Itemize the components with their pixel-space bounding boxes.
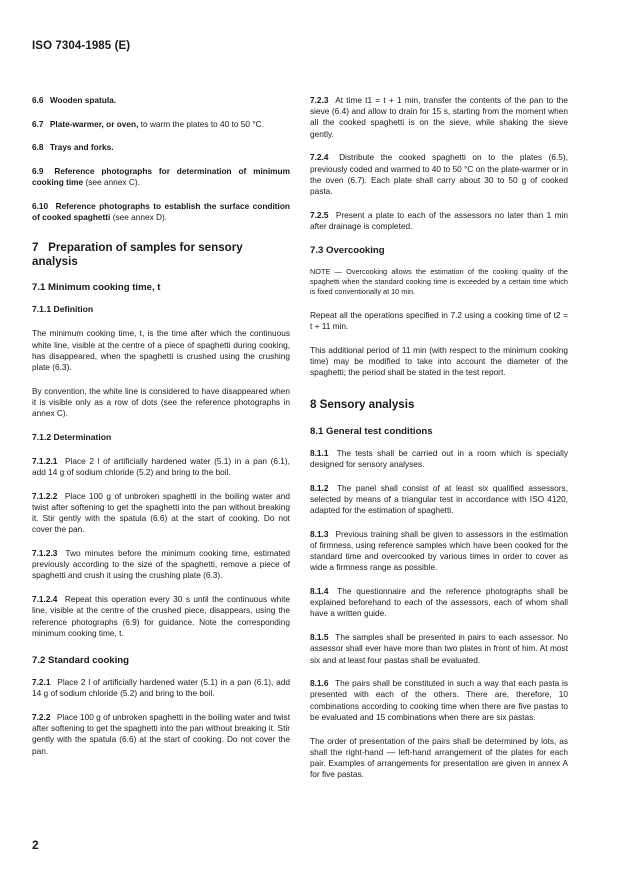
section-8-heading: 8 Sensory analysis [310, 398, 415, 412]
overcooking-paragraph-1: Repeat all the operations specified in 7.2 using a cooking time of t2 = t + 11 min. [310, 309, 568, 331]
clause-6-7: 6.7 Plate-warmer, or oven, to warm the plates to 40 to 50 °C. [32, 118, 264, 129]
clause-8-1-3: 8.1.3 Previous training shall be given to assessors in the estimation of firmness, using reference samples which have been cooked for the standard time and overcooked by various times in order to cover as wide a firmness range as possible. [310, 528, 568, 573]
convention-paragraph: By convention, the white line is considered to have disappeared when it is visible only as a row of dots (see the reference photographs in annex C). [32, 385, 290, 419]
clause-6-9: 6.9 Reference photographs for determination of minimum cooking time (see annex C). [32, 166, 290, 188]
clause-8-1-6: 8.1.6 The pairs shall be constituted in such a way that each pasta is presented with each of the others. There are, therefore, 10 combinations according to cooking time when there are five pastas to be evaluated and 15 combinations when there are six pastas. [310, 678, 569, 722]
section-7-1-1-heading: 7.1.1 Definition [32, 304, 94, 315]
clause-8-1-4: 8.1.4 The questionnaire and the reference photographs shall be explained beforehand to each of the assessors, each of whom shall have a written guide. [310, 585, 569, 619]
section-7-1-2-heading: 7.1.2 Determination [32, 431, 112, 442]
page-header: ISO 7304-1985 (E) [32, 40, 131, 52]
clause-7-2-4: 7.2.4 Distribute the cooked spaghetti on to the plates (6.5), previously coded and warmed to 40 to 50 °C on the plate-warmer or in the oven (6.7). Each plate shall carry about 30 to 50 g of cooked pasta. [310, 152, 568, 196]
right-column [310, 95, 568, 793]
section-7-2-heading: 7.2 Standard cooking [32, 654, 130, 666]
section-7-1-heading: 7.1 Minimum cooking time, t [32, 282, 161, 294]
clause-8-1-5: 8.1.5 The samples shall be presented in pairs to each assessor. No assessor shall ever have more than two plates in front of him. At most six and at least four pastas shall be evaluated. [310, 632, 569, 665]
clause-6-6: 6.6 Wooden spatula. [32, 95, 117, 105]
overcooking-paragraph-2: This additional period of 11 min (with respect to the minimum cooking time) may be modified to take into account the diameter of the spaghetti; the period shall be stated in the test report. [310, 344, 568, 377]
clause-8-1-2: 8.1.2 The panel shall consist of at least six qualified assessors, selected by means of a triangular test in accordance with ISO 4120, adapted for the estimation of spaghetti. [310, 482, 569, 515]
clause-6-8: 6.8 Trays and forks. [32, 142, 114, 153]
clause-7-2-3: 7.2.3 At time t1 = t + 1 min, transfer the contents of the pan to the sieve (6.4) and allow to drain for 15 s, starting from the moment when all the cooked spaghetti is on the sieve, while shaking the sieve gently. [310, 95, 568, 139]
clause-7-2-2: 7.2.2 Place 100 g of unbroken spaghetti in the boiling water and twist after softening to get the spaghetti into the pan without breaking it. Stir gently with the spatula (6.6) at the start of cooking. Do not cover the pan. [32, 711, 290, 756]
presentation-order-paragraph: The order of presentation of the pairs shall be determined by lots, as shall the right-hand — left-hand arrangement of the plates for each pair. Examples of arrangements for presentation are given in annex A for five pastas. [310, 735, 568, 780]
clause-8-1-1: 8.1.1 The tests shall be carried out in a room which is specially designed for sensory analyses. [310, 447, 569, 469]
left-column [32, 95, 290, 769]
clause-7-1-2-1: 7.1.2.1 Place 2 l of artificially hardened water (5.1) in a pan (6.1), add 14 g of sodium chloride (5.2) and bring to the boil. [32, 455, 290, 478]
clause-7-1-2-3: 7.1.2.3 Two minutes before the minimum cooking time, estimated previously according to the size of the spaghetti, remove a piece of spaghetti and crush it using the crushing plate (6.3). [32, 548, 290, 581]
clause-7-2-1: 7.2.1 Place 2 l of artificially hardened water (5.1) in a pan (6.1), add 14 g of sodium chloride (5.2) and bring to the boil. [32, 676, 290, 699]
section-8-1-heading: 8.1 General test conditions [310, 425, 433, 437]
section-7-3-heading: 7.3 Overcooking [310, 244, 385, 256]
clause-7-1-2-2: 7.1.2.2 Place 100 g of unbroken spaghetti in the boiling water and twist after softening to get the spaghetti into the pan without breaking it. Stir gently with the spatula (6.6) at the start of cooking. Do not cover the pan. [32, 490, 290, 535]
section-7-heading: 7 Preparation of samples for sensory analysis [32, 241, 243, 268]
overcooking-note: NOTE — Overcooking allows the estimation of the cooking quality of the spaghetti when the standard cooking time is exceeded by a certain time which is fixed conventionally at 10 min. [310, 266, 568, 296]
clause-7-2-5: 7.2.5 Present a plate to each of the assessors no later than 1 min after drainage is completed. [310, 209, 569, 231]
definition-paragraph: The minimum cooking time, t, is the time after which the continuous white line, visible at the centre of a piece of spaghetti during cooking, has disappeared, when the spaghetti is crushed using the crushing plate (6.3). [32, 328, 290, 373]
clause-7-1-2-4: 7.1.2.4 Repeat this operation every 30 s until the continuous white line, visible at the centre of the crushed piece, disappears, using the reference photographs (6.9) for guidance. Note the corresponding minimum cooking time, t. [32, 594, 290, 638]
page-number: 2 [32, 838, 39, 852]
clause-6-10: 6.10 Reference photographs to establish the surface condition of cooked spaghetti (see annex D). [32, 201, 290, 223]
